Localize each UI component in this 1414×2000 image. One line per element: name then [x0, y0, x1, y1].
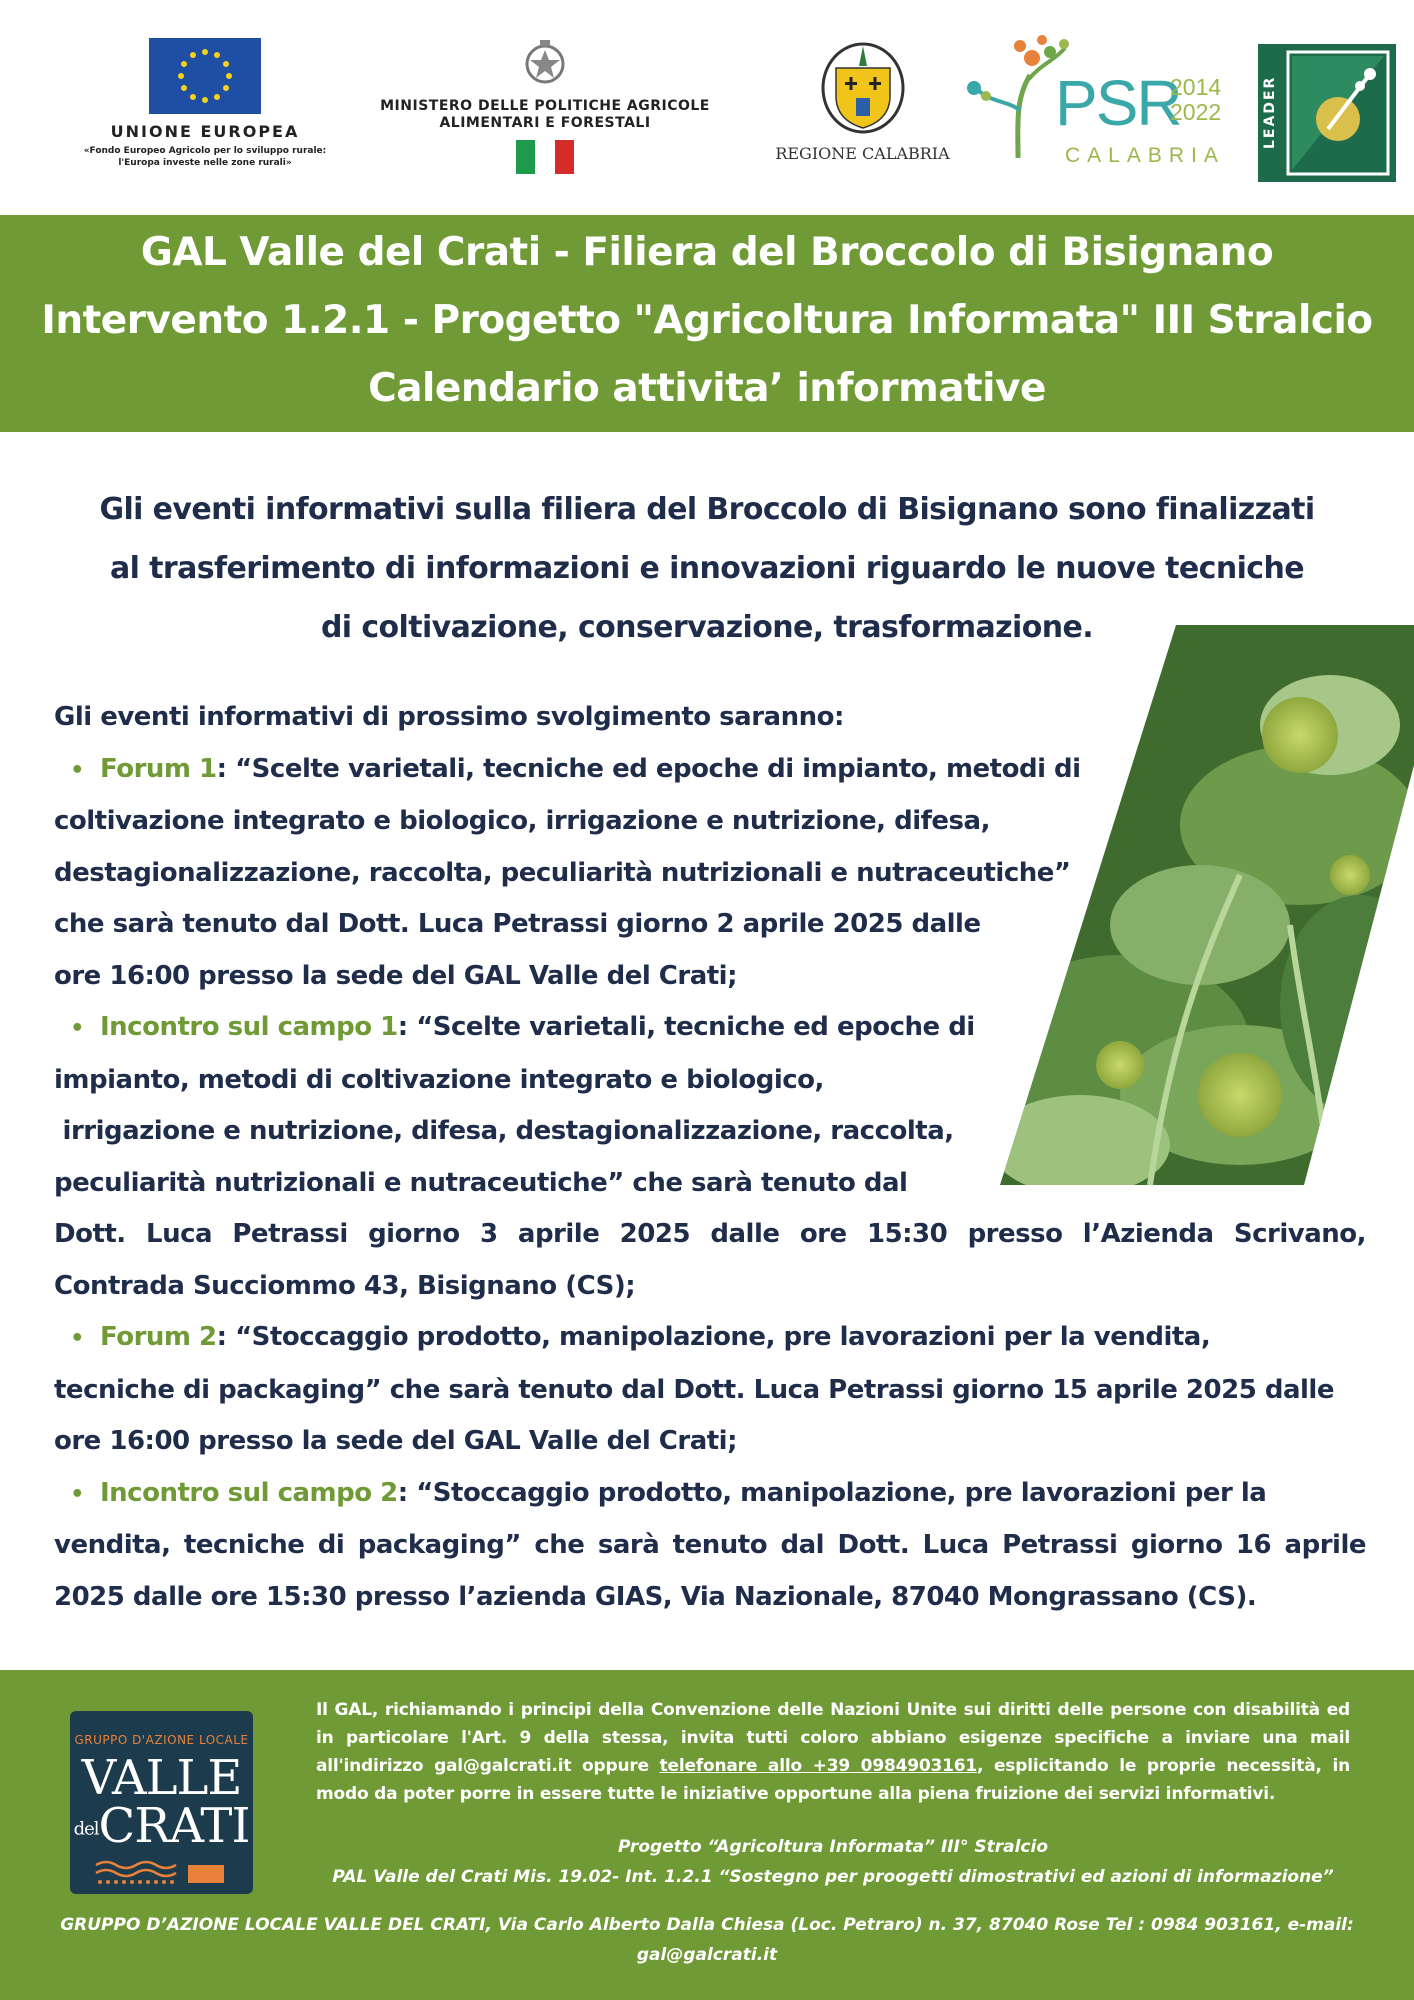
leader-symbol-icon: [1258, 44, 1396, 182]
regione-name: REGIONE CALABRIA: [775, 144, 950, 163]
event-line: irrigazione e nutrizione, difesa, destagionalizzazione, raccolta,: [54, 1116, 954, 1146]
event-campo-2: [54, 1468, 1366, 1521]
eu-flag-icon: [149, 38, 261, 114]
accessibility-disclaimer: [316, 1696, 1350, 1808]
eu-logo: [60, 38, 350, 188]
event-line: Dott. Luca Petrassi giorno 3 aprile 2025 dalle ore 15:30 presso l’Azienda Scrivano,: [54, 1219, 1366, 1249]
email-link[interactable]: gal@galcrati.it: [636, 1945, 778, 1965]
psr-region: CALABRIA: [1065, 144, 1225, 167]
gal-logo-crati-text: CRATI: [98, 1798, 250, 1854]
event-campo-1: [54, 1002, 1366, 1055]
event-line: Contrada Succiommo 43, Bisignano (CS);: [54, 1270, 636, 1301]
event-label: Forum 1: [100, 753, 217, 784]
calabria-shield-icon: [818, 40, 908, 136]
regione-calabria-logo: [755, 40, 970, 170]
event-text: : “Stoccaggio prodotto, manipolazione, pre lavorazioni per la: [397, 1477, 1267, 1508]
disclaimer-text: , esplicitando le proprie necessità, in modo da poter porre in essere tutte le iniziative opportune alla piena fruizione dei servizi informativi.: [316, 1756, 1351, 1804]
logo-strip: [0, 0, 1414, 215]
leader-label: LEADER: [1262, 75, 1278, 149]
psr-brand: PSR: [1055, 67, 1181, 139]
ministry-name: [345, 98, 745, 132]
event-line: vendita, tecniche di packaging” che sarà tenuto dal Dott. Luca Petrassi giorno 16 aprile: [54, 1530, 1366, 1560]
psr-calabria-logo: [960, 30, 1260, 190]
intro-line: al trasferimento di informazioni e innovazioni riguardo le nuove tecniche: [110, 551, 1304, 586]
gal-logo-valle: VALLE: [81, 1750, 242, 1806]
event-label: Forum 2: [100, 1322, 217, 1352]
event-line: impianto, metodi di coltivazione integrato e biologico,: [54, 1064, 824, 1095]
event-line: coltivazione integrato e biologico, irrigazione e nutrizione, difesa,: [54, 806, 990, 836]
phone-link[interactable]: telefonare allo +39 0984903161: [659, 1756, 977, 1776]
event-text: : “Scelte varietali, tecniche ed epoche di impianto, metodi di: [216, 753, 1081, 784]
events-heading: Gli eventi informativi di prossimo svolgimento saranno:: [54, 702, 844, 732]
leader-logo: [1258, 44, 1396, 182]
event-line: tecniche di packaging” che sarà tenuto dal Dott. Luca Petrassi giorno 15 aprile 2025 dalle: [54, 1374, 1334, 1405]
bullet-icon: •: [70, 1481, 84, 1507]
ministry-name-line: MINISTERO DELLE POLITICHE AGRICOLE: [380, 98, 710, 114]
banner-title-line: GAL Valle del Crati - Filiera del Broccolo di Bisignano: [140, 230, 1274, 275]
event-text: : “Scelte varietali, tecniche ed epoche di: [397, 1012, 975, 1042]
event-forum-2: [54, 1312, 1366, 1365]
ministry-name-line: ALIMENTARI E FORESTALI: [439, 115, 651, 131]
gal-valle-crati-logo: [70, 1711, 253, 1894]
project-line: PAL Valle del Crati Mis. 19.02- Int. 1.2.1 “Sostegno per proogetti dimostrativi ed azioni di informazione”: [332, 1867, 1334, 1887]
gal-logo-del: del: [73, 1818, 99, 1840]
footer: [0, 1670, 1414, 2000]
bullet-icon: •: [70, 757, 84, 783]
bullet-icon: •: [70, 1326, 84, 1351]
event-label: Incontro sul campo 2: [100, 1477, 398, 1508]
event-line: peculiarità nutrizionali e nutraceutiche” che sarà tenuto dal: [54, 1167, 908, 1198]
psr-year: 2022: [1170, 99, 1222, 125]
project-info: [316, 1832, 1350, 1892]
gal-logo-crati: [70, 1798, 253, 1854]
ministry-logo: [345, 38, 745, 188]
event-line: ore 16:00 presso la sede del GAL Valle del Crati;: [54, 960, 737, 991]
italian-emblem-icon: [520, 38, 570, 90]
event-line: destagionalizzazione, raccolta, peculiarità nutrizionali e nutraceutiche”: [54, 857, 1071, 888]
gal-address: [40, 1910, 1374, 1970]
gal-logo-top: GRUPPO D'AZIONE LOCALE: [74, 1733, 249, 1747]
psr-sprout-icon: [960, 30, 1070, 160]
event-forum-1: [54, 744, 1366, 797]
intro-line: di coltivazione, conservazione, trasformazione.: [320, 610, 1094, 645]
banner-title-line: Intervento 1.2.1 - Progetto "Agricoltura Informata" III Stralcio: [41, 298, 1373, 343]
bullet-icon: •: [70, 1016, 84, 1041]
eu-subtitle-line: «Fondo Europeo Agricolo per lo sviluppo rurale:: [83, 146, 327, 156]
address-line: GRUPPO D’AZIONE LOCALE VALLE DEL CRATI, Via Carlo Alberto Dalla Chiesa (Loc. Petraro) n. 37, 87040 Rose Tel : 0984 903161, e-mail:: [60, 1915, 1354, 1935]
gal-logo-wave-icon: [92, 1857, 232, 1887]
italian-flag-icon: [516, 140, 574, 174]
event-line: che sarà tenuto dal Dott. Luca Petrassi giorno 2 aprile 2025 dalle: [54, 909, 981, 939]
event-label: Incontro sul campo 1: [100, 1012, 398, 1042]
psr-year: 2014: [1170, 74, 1222, 100]
eu-subtitle-line: l'Europa investe nelle zone rurali»: [118, 158, 292, 168]
event-text: : “Stoccaggio prodotto, manipolazione, pre lavorazioni per la vendita,: [216, 1322, 1211, 1352]
psr-years: [1170, 75, 1221, 125]
events-section: [54, 692, 1366, 1623]
event-line: 2025 dalle ore 15:30 presso l’azienda GIAS, Via Nazionale, 87040 Mongrassano (CS).: [54, 1581, 1257, 1612]
project-line: Progetto “Agricoltura Informata” III° Stralcio: [618, 1837, 1048, 1857]
eu-title: UNIONE EUROPEA: [110, 122, 300, 141]
title-banner: [0, 215, 1414, 432]
banner-title-line: Calendario attivita’ informative: [368, 366, 1046, 411]
intro-line: Gli eventi informativi sulla filiera del Broccolo di Bisignano sono finalizzati: [99, 492, 1315, 527]
eu-subtitle: [60, 145, 350, 169]
event-line: ore 16:00 presso la sede del GAL Valle del Crati;: [54, 1426, 737, 1456]
disclaimer-text: Il GAL, richiamando i principi della Convenzione delle Nazioni Unite sui diritti delle persone con disabilità ed in particolare l'Art. 9 della stessa, invita tutti coloro abbiano esigenze specifiche a inviare una mail all'indirizzo gal@galcrati.it oppure: [316, 1700, 1350, 1776]
